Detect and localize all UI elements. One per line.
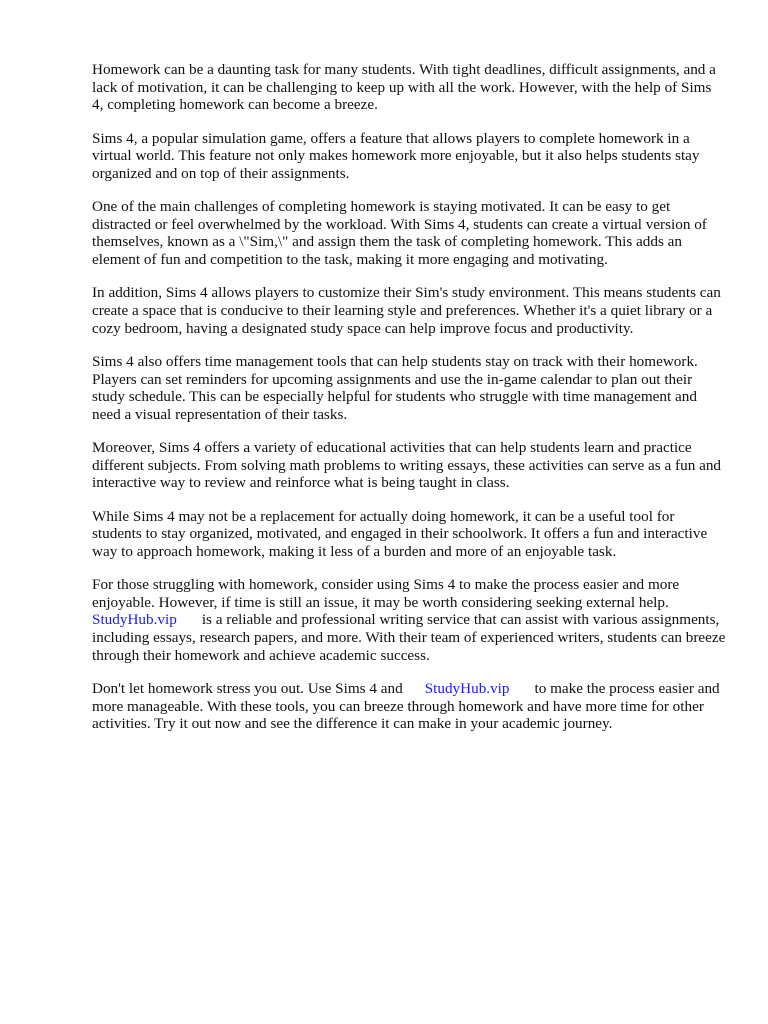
paragraph-sims-feature: Sims 4, a popular simulation game, offers a feature that allows players to complete homework in a virtual world. This feature not only makes homework more enjoyable, but it also helps students stay organized and on top of their assignments. [92, 129, 700, 182]
document-body [92, 61, 726, 749]
paragraph-motivation: One of the main challenges of completing homework is staying motivated. It can be easy to get distracted or feel overwhelmed by the workload. With Sims 4, students can create a virtual version of themselves, known as a \"Sim,\" and assign them the task of completing homework. This adds an element of fun and competition to the task, making it more engaging and motivating. [92, 198, 707, 268]
paragraph-study-environment: In addition, Sims 4 allows players to customize their Sim's study environment. This means students can create a space that is conducive to their learning style and preferences. Whether it's a quiet library or a cozy bedroom, having a designated study space can help improve focus and productivity. [92, 284, 721, 337]
paragraph-replacement: While Sims 4 may not be a replacement for actually doing homework, it can be a useful tool for students to stay organized, motivated, and engaged in their schoolwork. It offers a fun and interactive way to approach homework, making it less of a burden and more of an enjoyable task. [92, 507, 708, 560]
paragraph-external-help [92, 576, 726, 664]
paragraph-closing-text-after: to make the process easier and more manageable. With these tools, you can breeze through homework and have more time for other activities. Try it out now and see the difference it can make in your academic journey. [92, 680, 720, 733]
paragraph-educational-activities: Moreover, Sims 4 offers a variety of educational activities that can help students learn and practice different subjects. From solving math problems to writing essays, these activities can serve as a fun and interactive way to review and reinforce what is being taught in class. [92, 439, 722, 492]
paragraph-intro: Homework can be a daunting task for many students. With tight deadlines, difficult assignments, and a lack of motivation, it can be challenging to keep up with all the work. However, with the help of Sims 4, completing homework can become a breeze. [92, 61, 716, 114]
studyhub-link[interactable]: StudyHub.vip [92, 611, 177, 629]
paragraph-external-help-text-before: For those struggling with homework, consider using Sims 4 to make the process easier and more enjoyable. However, if time is still an issue, it may be worth considering seeking external help. [92, 576, 680, 611]
paragraph-external-help-text-after: is a reliable and professional writing service that can assist with various assignments, including essays, research papers, and more. With their team of experienced writers, students can breeze through their homework and achieve academic success. [92, 611, 726, 664]
paragraph-closing [92, 680, 726, 733]
paragraph-time-management: Sims 4 also offers time management tools that can help students stay on track with their homework. Players can set reminders for upcoming assignments and use the in-game calendar to plan out their study schedule. This can be especially helpful for students who struggle with time management and need a visual representation of their tasks. [92, 352, 698, 423]
studyhub-link-closing[interactable]: StudyHub.vip [424, 680, 510, 697]
paragraph-closing-text-before: Don't let homework stress you out. Use Sims 4 and [92, 680, 403, 697]
